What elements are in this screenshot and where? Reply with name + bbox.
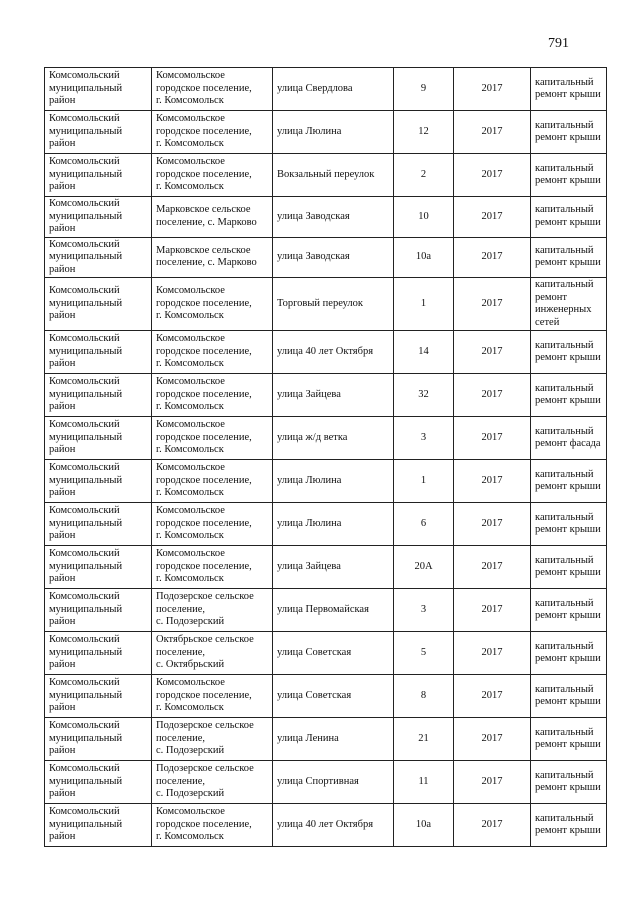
work-type-cell: [531, 503, 607, 546]
table-row: [45, 718, 607, 761]
house-number-cell-text: 10а: [415, 818, 432, 830]
street-cell: [273, 417, 394, 460]
district-cell-text: Комсомольский муниципальный район: [49, 677, 123, 714]
year-cell-text: 2017: [481, 431, 503, 443]
work-type-cell-text: капитальный ремонт крыши: [535, 812, 601, 836]
district-cell: [45, 197, 152, 238]
district-cell-text: Комсомольский муниципальный район: [49, 548, 123, 585]
work-type-cell: [531, 237, 607, 278]
street-cell-text: улица Зайцева: [277, 560, 341, 572]
work-type-cell-text: капитальный ремонт крыши: [535, 726, 601, 750]
work-type-cell: [531, 804, 607, 847]
street-cell-text: улица Ленина: [277, 732, 339, 744]
street-cell: [273, 331, 394, 374]
year-cell-text: 2017: [481, 297, 503, 309]
house-number-cell-text: 10: [418, 210, 429, 222]
year-cell: [454, 589, 531, 632]
house-number-cell: [394, 197, 454, 238]
table-row: [45, 68, 607, 111]
year-cell-text: 2017: [481, 388, 503, 400]
street-cell: [273, 718, 394, 761]
year-cell: [454, 374, 531, 417]
work-type-cell: [531, 761, 607, 804]
house-number-cell: [394, 331, 454, 374]
settlement-cell-text: Подозерское сельское поселение, с. Подозерский: [156, 763, 254, 800]
district-cell: [45, 761, 152, 804]
table-row: [45, 460, 607, 503]
year-cell: [454, 675, 531, 718]
settlement-cell-text: Комсомольское городское поселение, г. Комсомольск: [156, 505, 252, 542]
work-type-cell: [531, 111, 607, 154]
district-cell: [45, 237, 152, 278]
street-cell: [273, 374, 394, 417]
district-cell-text: Комсомольский муниципальный район: [49, 634, 123, 671]
district-cell-text: Комсомольский муниципальный район: [49, 198, 123, 234]
year-cell: [454, 417, 531, 460]
year-cell-text: 2017: [481, 345, 503, 357]
settlement-cell-text: Комсомольское городское поселение, г. Комсомольск: [156, 677, 252, 714]
street-cell: [273, 68, 394, 111]
work-type-cell: [531, 546, 607, 589]
house-number-cell-text: 1: [420, 297, 427, 309]
work-type-cell: [531, 374, 607, 417]
settlement-cell: [152, 503, 273, 546]
settlement-cell: [152, 331, 273, 374]
settlement-cell: [152, 460, 273, 503]
house-number-cell: [394, 503, 454, 546]
work-type-cell: [531, 718, 607, 761]
year-cell: [454, 804, 531, 847]
settlement-cell-text: Комсомольское городское поселение, г. Комсомольск: [156, 70, 252, 107]
settlement-cell-text: Комсомольское городское поселение, г. Комсомольск: [156, 419, 252, 456]
table-row: [45, 503, 607, 546]
district-cell: [45, 374, 152, 417]
district-cell-text: Комсомольский муниципальный район: [49, 285, 123, 322]
street-cell-text: улица Первомайская: [277, 603, 369, 615]
house-number-cell-text: 2: [420, 168, 427, 180]
street-cell-text: улица Люлина: [277, 125, 342, 137]
settlement-cell-text: Комсомольское городское поселение, г. Комсомольск: [156, 156, 252, 193]
work-type-cell-text: капитальный ремонт крыши: [535, 204, 601, 228]
settlement-cell: [152, 718, 273, 761]
settlement-cell-text: Подозерское сельское поселение, с. Подозерский: [156, 720, 254, 757]
settlement-cell: [152, 589, 273, 632]
district-cell: [45, 154, 152, 197]
district-cell-text: Комсомольский муниципальный район: [49, 462, 123, 499]
work-type-cell: [531, 331, 607, 374]
work-type-cell: [531, 632, 607, 675]
year-cell: [454, 197, 531, 238]
year-cell-text: 2017: [481, 474, 503, 486]
house-number-cell: [394, 111, 454, 154]
house-number-cell-text: 8: [420, 689, 427, 701]
work-type-cell-text: капитальный ремонт крыши: [535, 339, 601, 363]
street-cell-text: улица Заводская: [277, 210, 350, 222]
house-number-cell: [394, 417, 454, 460]
street-cell: [273, 761, 394, 804]
house-number-cell-text: 21: [418, 732, 429, 744]
district-cell: [45, 278, 152, 331]
work-type-cell: [531, 675, 607, 718]
district-cell: [45, 718, 152, 761]
year-cell-text: 2017: [481, 560, 503, 572]
housing-repair-table: [44, 67, 607, 847]
street-cell: [273, 503, 394, 546]
settlement-cell: [152, 374, 273, 417]
district-cell-text: Комсомольский муниципальный район: [49, 156, 123, 193]
table-row: [45, 197, 607, 238]
street-cell: [273, 675, 394, 718]
street-cell-text: улица Советская: [277, 689, 352, 701]
house-number-cell: [394, 237, 454, 278]
settlement-cell-text: Комсомольское городское поселение, г. Комсомольск: [156, 548, 252, 585]
settlement-cell: [152, 632, 273, 675]
table-row: [45, 632, 607, 675]
district-cell: [45, 111, 152, 154]
table-row: [45, 804, 607, 847]
table-row: [45, 331, 607, 374]
district-cell: [45, 804, 152, 847]
house-number-cell-text: 10а: [415, 251, 432, 262]
district-cell-text: Комсомольский муниципальный район: [49, 333, 123, 370]
street-cell: [273, 237, 394, 278]
street-cell: [273, 804, 394, 847]
house-number-cell-text: 3: [420, 431, 427, 443]
table-body: [45, 68, 607, 847]
district-cell: [45, 546, 152, 589]
settlement-cell: [152, 761, 273, 804]
year-cell-text: 2017: [481, 732, 503, 744]
table-row: [45, 546, 607, 589]
house-number-cell: [394, 154, 454, 197]
year-cell-text: 2017: [481, 125, 503, 137]
house-number-cell-text: 32: [418, 388, 429, 400]
settlement-cell: [152, 278, 273, 331]
district-cell-text: Комсомольский муниципальный район: [49, 505, 123, 542]
year-cell: [454, 546, 531, 589]
district-cell: [45, 331, 152, 374]
settlement-cell-text: Комсомольское городское поселение, г. Комсомольск: [156, 113, 252, 150]
work-type-cell: [531, 197, 607, 238]
work-type-cell-text: капитальный ремонт крыши: [535, 640, 601, 664]
settlement-cell-text: Комсомольское городское поселение, г. Комсомольск: [156, 462, 252, 499]
settlement-cell: [152, 154, 273, 197]
year-cell-text: 2017: [481, 210, 503, 222]
settlement-cell-text: Комсомольское городское поселение, г. Комсомольск: [156, 285, 252, 322]
house-number-cell-text: 20А: [414, 560, 433, 572]
work-type-cell-text: капитальный ремонт крыши: [535, 769, 601, 793]
street-cell: [273, 111, 394, 154]
work-type-cell: [531, 154, 607, 197]
street-cell: [273, 546, 394, 589]
work-type-cell: [531, 589, 607, 632]
work-type-cell: [531, 460, 607, 503]
table-row: [45, 374, 607, 417]
table-row: [45, 278, 607, 331]
settlement-cell: [152, 417, 273, 460]
district-cell-text: Комсомольский муниципальный район: [49, 419, 123, 456]
district-cell: [45, 68, 152, 111]
street-cell-text: улица Люлина: [277, 517, 342, 529]
district-cell-text: Комсомольский муниципальный район: [49, 113, 123, 150]
year-cell-text: 2017: [481, 689, 503, 701]
year-cell: [454, 632, 531, 675]
district-cell: [45, 632, 152, 675]
house-number-cell: [394, 374, 454, 417]
settlement-cell: [152, 197, 273, 238]
house-number-cell: [394, 675, 454, 718]
year-cell: [454, 111, 531, 154]
district-cell: [45, 417, 152, 460]
year-cell: [454, 68, 531, 111]
street-cell-text: улица Спортивная: [277, 775, 359, 787]
settlement-cell-text: Комсомольское городское поселение, г. Комсомольск: [156, 376, 252, 413]
street-cell-text: улица Люлина: [277, 474, 342, 486]
street-cell-text: улица 40 лет Октября: [277, 345, 374, 357]
house-number-cell-text: 3: [420, 603, 427, 615]
house-number-cell: [394, 804, 454, 847]
work-type-cell-text: капитальный ремонт крыши: [535, 119, 601, 143]
year-cell-text: 2017: [481, 168, 503, 180]
house-number-cell-text: 12: [418, 125, 429, 137]
settlement-cell: [152, 111, 273, 154]
table-row: [45, 111, 607, 154]
work-type-cell-text: капитальный ремонт крыши: [535, 683, 601, 707]
house-number-cell-text: 6: [420, 517, 427, 529]
district-cell-text: Комсомольский муниципальный район: [49, 720, 123, 757]
year-cell-text: 2017: [481, 251, 503, 262]
work-type-cell-text: капитальный ремонт крыши: [535, 511, 601, 535]
work-type-cell-text: капитальный ремонт инженерных сетей: [535, 279, 594, 328]
page-number: 791: [548, 36, 569, 51]
year-cell-text: 2017: [481, 775, 503, 787]
district-cell: [45, 589, 152, 632]
settlement-cell-text: Марковское сельское поселение, с. Марково: [156, 244, 257, 269]
house-number-cell-text: 1: [420, 474, 427, 486]
settlement-cell-text: Комсомольское городское поселение, г. Комсомольск: [156, 333, 252, 370]
street-cell-text: Вокзальный переулок: [277, 168, 375, 180]
street-cell: [273, 278, 394, 331]
table-row: [45, 417, 607, 460]
street-cell-text: улица 40 лет Октября: [277, 818, 374, 830]
work-type-cell: [531, 417, 607, 460]
year-cell: [454, 503, 531, 546]
year-cell: [454, 460, 531, 503]
year-cell-text: 2017: [481, 646, 503, 658]
work-type-cell-text: капитальный ремонт крыши: [535, 162, 601, 186]
year-cell: [454, 718, 531, 761]
district-cell-text: Комсомольский муниципальный район: [49, 591, 123, 628]
settlement-cell: [152, 546, 273, 589]
work-type-cell-text: капитальный ремонт крыши: [535, 468, 601, 492]
work-type-cell-text: капитальный ремонт крыши: [535, 244, 601, 269]
work-type-cell-text: капитальный ремонт крыши: [535, 382, 601, 406]
table-row: [45, 154, 607, 197]
district-cell: [45, 503, 152, 546]
street-cell: [273, 632, 394, 675]
house-number-cell: [394, 546, 454, 589]
district-cell-text: Комсомольский муниципальный район: [49, 376, 123, 413]
table-row: [45, 237, 607, 278]
settlement-cell-text: Комсомольское городское поселение, г. Комсомольск: [156, 806, 252, 843]
house-number-cell: [394, 589, 454, 632]
settlement-cell-text: Подозерское сельское поселение, с. Подозерский: [156, 591, 254, 628]
year-cell: [454, 331, 531, 374]
work-type-cell-text: капитальный ремонт крыши: [535, 597, 601, 621]
street-cell-text: улица Свердлова: [277, 82, 353, 94]
settlement-cell-text: Октябрьское сельское поселение, с. Октябрьский: [156, 634, 254, 671]
year-cell: [454, 761, 531, 804]
street-cell-text: улица Зайцева: [277, 388, 341, 400]
district-cell: [45, 460, 152, 503]
house-number-cell: [394, 278, 454, 331]
settlement-cell: [152, 804, 273, 847]
settlement-cell: [152, 237, 273, 278]
table-row: [45, 675, 607, 718]
year-cell-text: 2017: [481, 517, 503, 529]
work-type-cell-text: капитальный ремонт крыши: [535, 76, 601, 100]
street-cell-text: улица ж/д ветка: [277, 431, 348, 443]
street-cell: [273, 197, 394, 238]
house-number-cell: [394, 632, 454, 675]
settlement-cell: [152, 68, 273, 111]
year-cell-text: 2017: [481, 82, 503, 94]
work-type-cell: [531, 68, 607, 111]
settlement-cell-text: Марковское сельское поселение, с. Марково: [156, 204, 257, 228]
house-number-cell: [394, 718, 454, 761]
house-number-cell: [394, 460, 454, 503]
district-cell-text: Комсомольский муниципальный район: [49, 763, 123, 800]
house-number-cell-text: 9: [420, 82, 427, 94]
work-type-cell-text: капитальный ремонт фасада: [535, 425, 601, 449]
street-cell: [273, 589, 394, 632]
district-cell-text: Комсомольский муниципальный район: [49, 806, 123, 843]
work-type-cell: [531, 278, 607, 331]
district-cell-text: Комсомольский муниципальный район: [49, 70, 123, 107]
table-row: [45, 761, 607, 804]
table-row: [45, 589, 607, 632]
street-cell-text: улица Заводская: [277, 251, 350, 262]
year-cell: [454, 154, 531, 197]
settlement-cell: [152, 675, 273, 718]
year-cell: [454, 278, 531, 331]
house-number-cell: [394, 761, 454, 804]
house-number-cell-text: 11: [418, 775, 429, 787]
year-cell: [454, 237, 531, 278]
house-number-cell: [394, 68, 454, 111]
street-cell: [273, 460, 394, 503]
street-cell-text: улица Советская: [277, 646, 352, 658]
house-number-cell-text: 5: [420, 646, 427, 658]
street-cell-text: Торговый переулок: [277, 297, 363, 309]
year-cell-text: 2017: [481, 603, 503, 615]
work-type-cell-text: капитальный ремонт крыши: [535, 554, 601, 578]
district-cell: [45, 675, 152, 718]
year-cell-text: 2017: [481, 818, 503, 830]
district-cell-text: Комсомольский муниципальный район: [49, 238, 123, 275]
house-number-cell-text: 14: [418, 345, 429, 357]
street-cell: [273, 154, 394, 197]
